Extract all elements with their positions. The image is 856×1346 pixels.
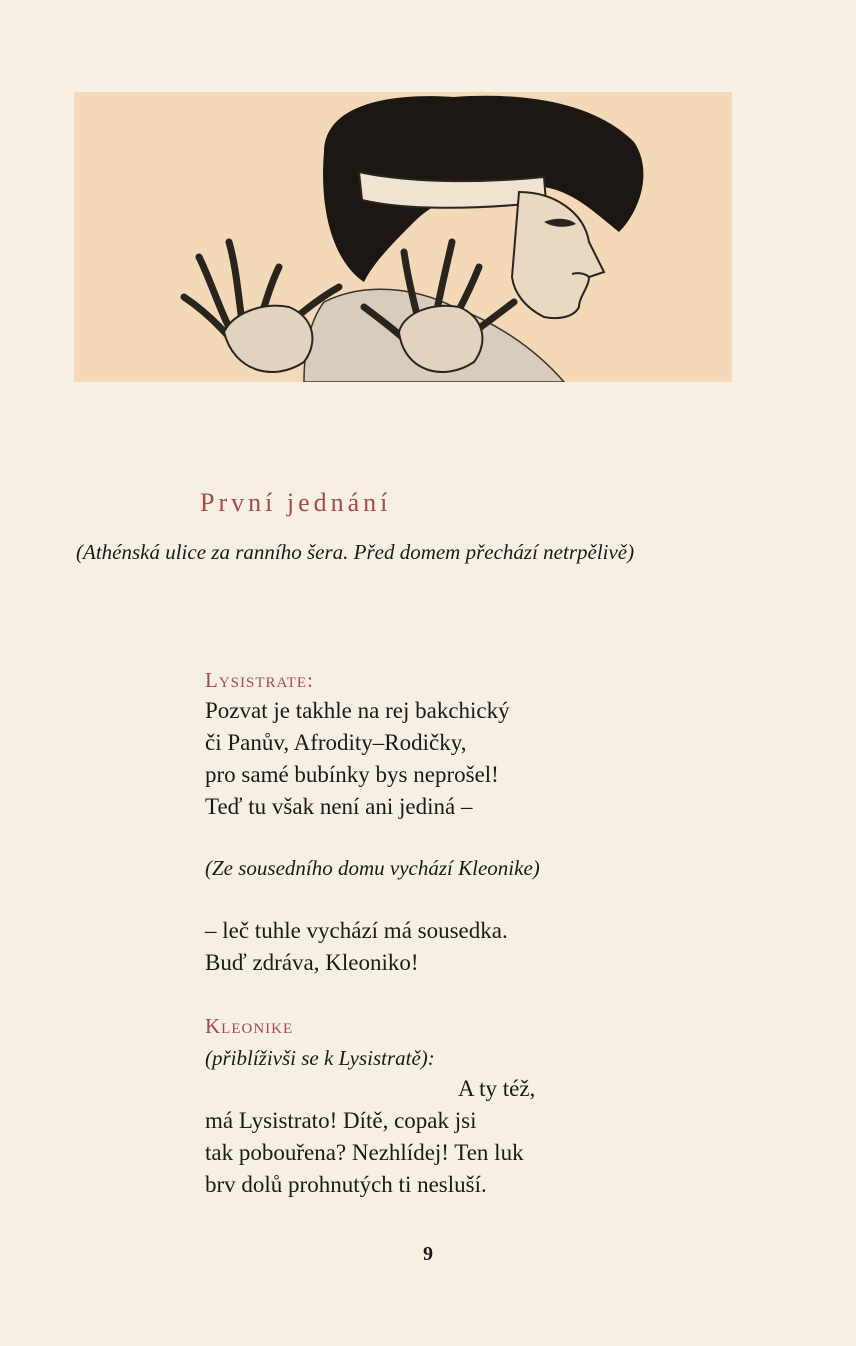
verse-line: A ty též,: [458, 1076, 536, 1101]
illustration-drawing: [74, 92, 732, 382]
verse-line: má Lysistrato! Dítě, copak jsi: [205, 1108, 477, 1133]
verse-line: či Panův, Afrodity–Rodičky,: [205, 730, 467, 755]
verse-line: tak pobouřena? Nezhlídej! Ten luk: [205, 1140, 524, 1165]
stage-direction: (přiblíživši se k Lysistratě):: [205, 1046, 435, 1070]
woman-with-raised-hands-illustration: [74, 92, 732, 382]
verse-line: brv dolů prohnutých ti nesluší.: [205, 1172, 487, 1197]
verse-line: Teď tu však není ani jediná –: [205, 794, 473, 819]
page-number: 9: [423, 1243, 433, 1265]
speaker-kleonike: Kleonike: [205, 1014, 294, 1038]
speaker-lysistrate: Lysistrate:: [205, 668, 314, 692]
verse-line: – leč tuhle vychází má sousedka.: [205, 918, 508, 943]
act-title: První jednání: [200, 488, 392, 517]
verse-line: Buď zdráva, Kleoniko!: [205, 950, 419, 975]
stage-direction: (Ze sousedního domu vychází Kleonike): [205, 856, 540, 880]
verse-line: Pozvat je takhle na rej bakchický: [205, 698, 510, 723]
stage-direction-opening: (Athénská ulice za ranního šera. Před domem přechází netrpělivě): [76, 540, 635, 564]
verse-line: pro samé bubínky bys neprošel!: [205, 762, 499, 787]
